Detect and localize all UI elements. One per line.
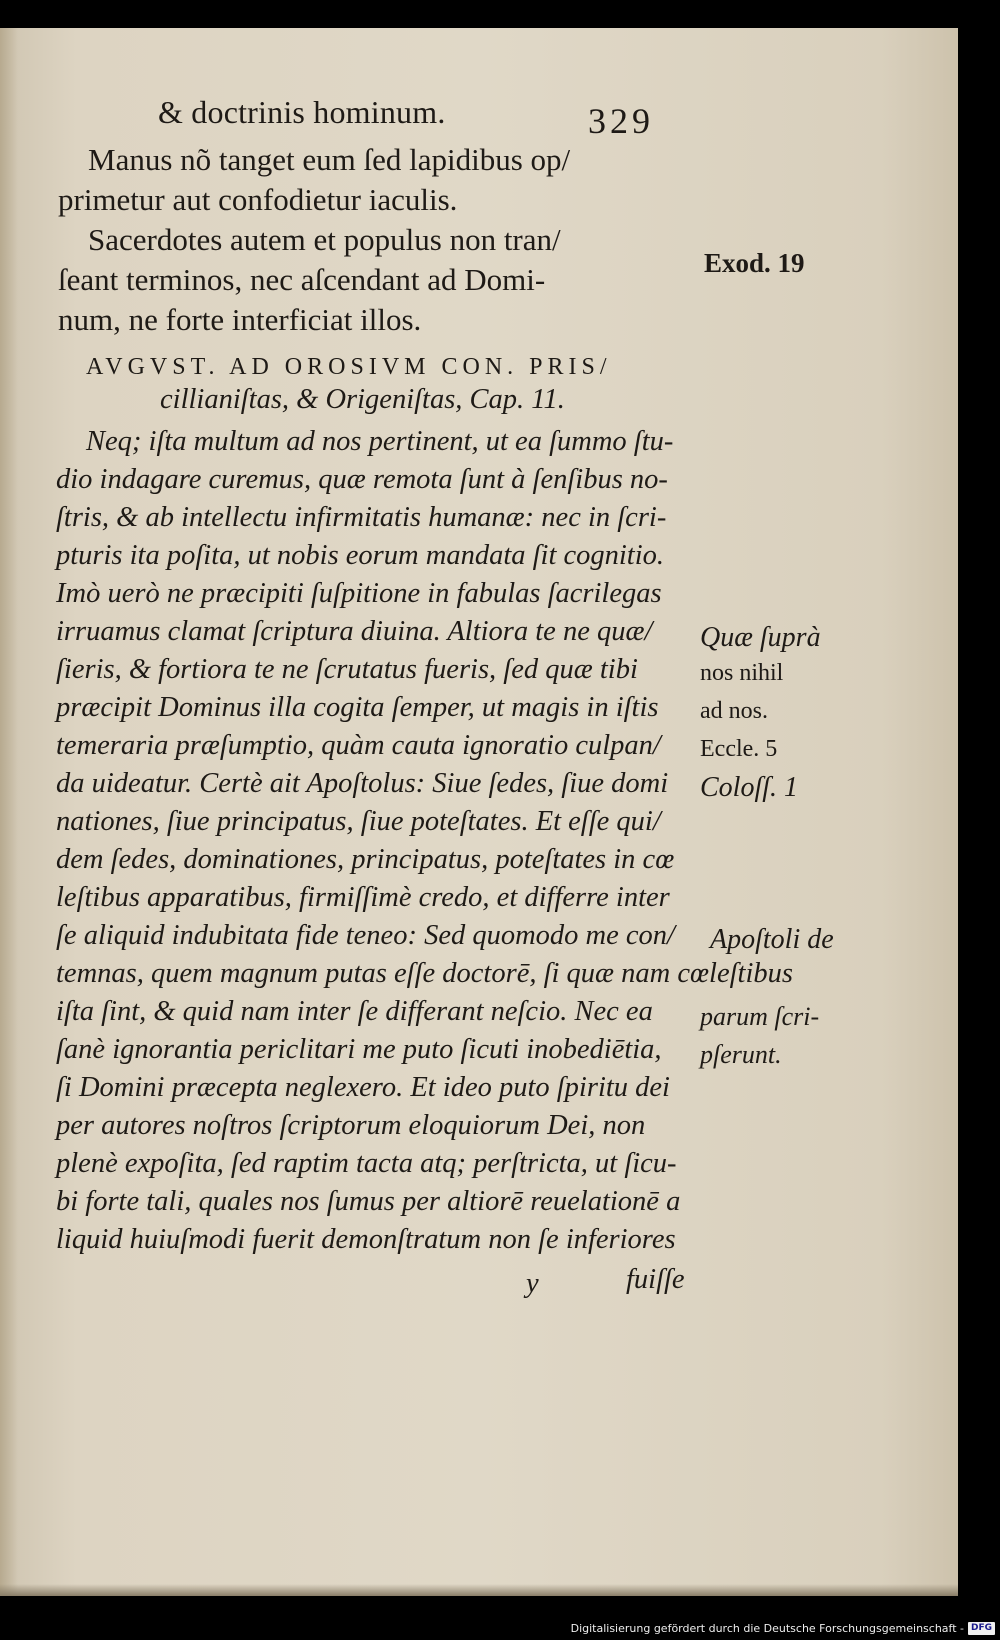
digitization-credit <box>571 1620 995 1636</box>
margin-note-apostoli: Apoſtoli de <box>710 924 834 955</box>
italic-line: liquid huiuſmodi fuerit demonſtratum non ſe inferiores <box>56 1224 676 1255</box>
italic-line: ſieris, & fortiora te ne ſcrutatus fueris, ſed quæ tibi <box>56 654 638 685</box>
italic-line: plenè expoſita, ſed raptim tacta atq; perſtricta, ut ſicu- <box>56 1148 677 1179</box>
italic-line: irruamus clamat ſcriptura diuina. Altiora te ne quæ/ <box>56 616 653 647</box>
margin-note-apostoli: parum ſcri- <box>700 1002 820 1031</box>
italic-line: temnas, quem magnum putas eſſe doctorē, ſi quæ nam cœleſtibus <box>56 958 793 989</box>
margin-note-apostoli: pſerunt. <box>700 1040 782 1069</box>
body-line: Manus nõ tanget eum ſed lapidibus op/ <box>88 142 571 177</box>
section-heading: AVGVST. AD OROSIVM CON. PRIS/ <box>86 354 612 380</box>
running-title: & doctrinis hominum. <box>158 94 446 130</box>
italic-line: bi forte tali, quales nos ſumus per altiorē reuelationē a <box>56 1186 681 1217</box>
italic-line: da uideatur. Certè ait Apoſtolus: Siue ſedes, ſiue domi <box>56 768 669 799</box>
body-line: ſeant terminos, nec aſcendant ad Domi- <box>58 262 546 297</box>
italic-line: dio indagare curemus, quæ remota ſunt à ſenſibus no- <box>56 464 668 495</box>
section-heading-sub: cillianiſtas, & Origeniſtas, Cap. 11. <box>160 384 565 415</box>
margin-note-eccle: Eccle. 5 <box>700 736 778 762</box>
body-line: Sacerdotes autem et populus non tran/ <box>88 222 561 257</box>
page-edge-shadow <box>0 1584 958 1596</box>
book-page <box>0 28 958 1596</box>
italic-line: nationes, ſiue principatus, ſiue poteſtates. Et eſſe qui/ <box>56 806 661 837</box>
italic-line: Imò uerò ne præcipiti ſuſpitione in fabulas ſacrilegas <box>56 578 662 609</box>
margin-note-quae-supra: ad nos. <box>700 698 768 724</box>
dfg-logo: DFG <box>968 1622 995 1635</box>
signature-mark: y <box>526 1268 539 1299</box>
italic-line: leſtibus apparatibus, firmiſſimè credo, et differre inter <box>56 882 670 913</box>
page-number: 329 <box>588 101 654 141</box>
margin-note-quae-supra: Quæ ſuprà <box>700 622 821 653</box>
italic-line: dem ſedes, dominationes, principatus, poteſtates in cœ <box>56 844 675 875</box>
italic-line: ſe aliquid indubitata fide teneo: Sed quomodo me con/ <box>56 920 675 951</box>
margin-note-exod: Exod. 19 <box>704 248 805 278</box>
italic-line: ſi Domini præcepta neglexero. Et ideo puto ſpiritu dei <box>56 1072 670 1103</box>
catchword: fuiſſe <box>626 1264 685 1295</box>
italic-line: ſtris, & ab intellectu infirmitatis humanæ: nec in ſcri- <box>56 502 667 533</box>
italic-line: ſanè ignorantia periclitari me puto ſicuti inobediētia, <box>56 1034 662 1065</box>
italic-line: per autores noſtros ſcriptorum eloquiorum Dei, non <box>56 1110 646 1141</box>
italic-line: præcipit Dominus illa cogita ſemper, ut magis in iſtis <box>56 692 659 723</box>
margin-note-coloss: Coloſſ. 1 <box>700 772 799 803</box>
margin-note-quae-supra: nos nihil <box>700 660 784 686</box>
italic-line: iſta ſint, & quid nam inter ſe differant neſcio. Nec ea <box>56 996 653 1027</box>
credit-text: Digitalisierung gefördert durch die Deutsche Forschungsgemeinschaft - <box>570 1621 964 1635</box>
italic-line: temeraria præſumptio, quàm cauta ignoratio culpan/ <box>56 730 661 761</box>
body-line: num, ne forte interficiat illos. <box>58 302 422 337</box>
italic-line: Neq; iſta multum ad nos pertinent, ut ea ſummo ſtu- <box>86 426 674 457</box>
italic-line: pturis ita poſita, ut nobis eorum mandata ſit cognitio. <box>56 540 665 571</box>
body-line: primetur aut confodietur iaculis. <box>58 182 458 217</box>
